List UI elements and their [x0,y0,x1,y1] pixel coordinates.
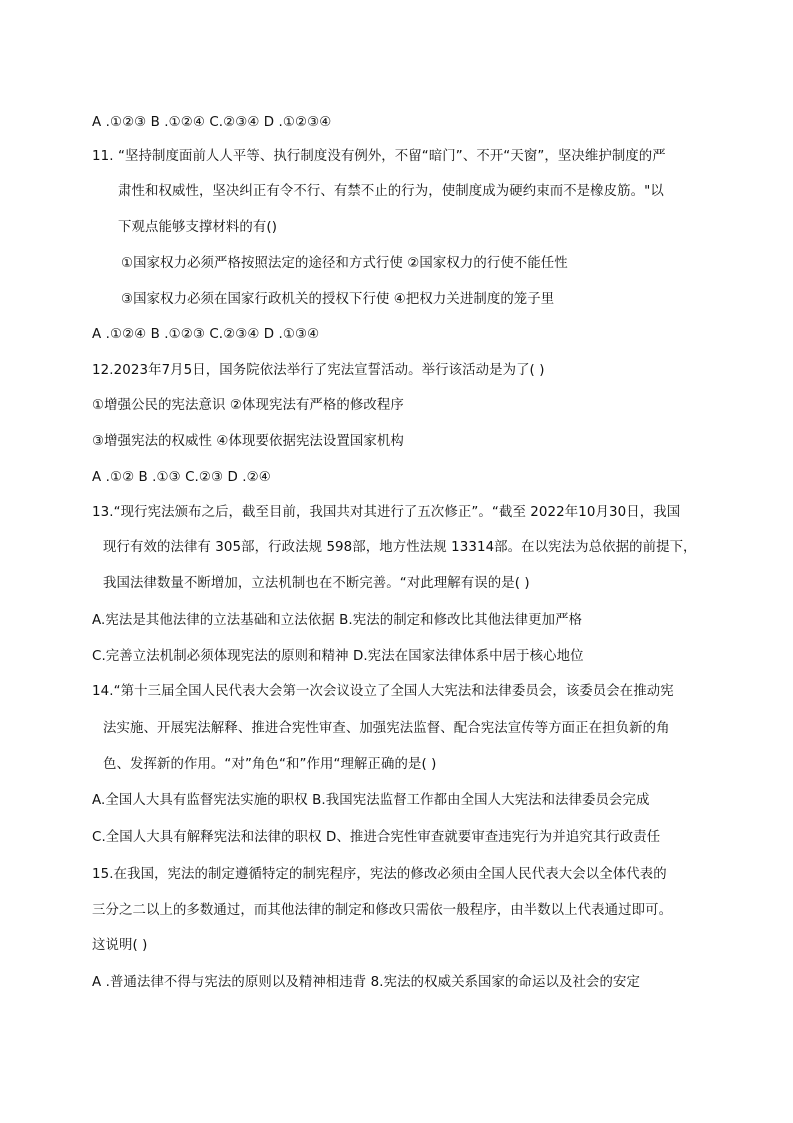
q13-option-line-1: A.宪法是其他法律的立法基础和立法依据 B.宪法的制定和修改比其他法律更加严格 [92,613,583,628]
q13-option-line-2: C.完善立法机制必须体现宪法的原则和精神 D.宪法在国家法律体系中居于核心地位 [92,649,584,664]
q10-choices: A .①②③ B .①②④ C.②③④ D .①②③④ [92,115,332,130]
q15-option-line-1: A .普通法律不得与宪法的原则以及精神相违背 8.宪法的权威关系国家的命运以及社会的安定 [92,975,640,990]
q11-option-line-1: ①国家权力必须严格按照法定的途径和方式行使 ②国家权力的行使不能任性 [121,256,568,271]
q11-stem-line-1: 11. “坚持制度面前人人平等、执行制度没有例外，不留“暗门”、不开“天窗”，坚决维护制度的严 [92,149,666,164]
q11-option-line-2: ③国家权力必须在国家行政机关的授权下行使 ④把权力关进制度的笼子里 [121,292,555,307]
q15-stem-line-3: 这说明( ) [92,938,148,953]
q12-option-line-1: ①增强公民的宪法意识 ②体现宪法有严格的修改程序 [92,398,404,413]
q11-choices: A .①②④ B .①②③ C.②③④ D .①③④ [92,327,320,342]
q11-stem-line-2: 肃性和权威性，坚决纠正有令不行、有禁不止的行为，使制度成为硬约束而不是橡皮筋。"以 [118,184,664,199]
q15-stem-line-2: 三分之二以上的多数通过，而其他法律的制定和修改只需依一般程序，由半数以上代表通过即可。 [92,903,673,918]
q14-option-line-2: C.全国人大具有解释宪法和法律的职权 D、推进合宪性审查就要审查违宪行为并追究其行政责任 [92,830,661,845]
q12-choices: A .①② B .①③ C.②③ D .②④ [92,470,271,485]
q15-stem-line-1: 15.在我国，宪法的制定遵循特定的制宪程序，宪法的修改必须由全国人民代表大会以全体代表的 [92,867,667,882]
q14-stem-line-3: 色、发挥新的作用。“对”角色“和”作用“理解正确的是( ) [103,757,437,772]
q13-stem-line-3: 我国法律数量不断增加，立法机制也在不断完善。“对此理解有误的是( ) [103,576,530,591]
q14-stem-line-2: 法实施、开展宪法解释、推进合宪性审查、加强宪法监督、配合宪法宣传等方面正在担负新的角 [103,721,670,736]
q13-stem-line-2: 现行有效的法律有 305部，行政法规 598部，地方性法规 13314部。在以宪法为总依据的前提下， [103,540,697,555]
q14-option-line-1: A.全国人大具有监督宪法实施的职权 B.我国宪法监督工作都由全国人大宪法和法律委员会完成 [92,793,650,808]
q11-stem-line-3: 下观点能够支撑材料的有() [118,220,278,235]
q13-stem-line-1: 13.“现行宪法颁布之后，截至目前，我国共对其进行了五次修正”。“截至 2022年10月30日，我国 [92,505,681,520]
q12-stem: 12.2023年7月5日，国务院依法举行了宪法宣誓活动。举行该活动是为了( ) [92,363,545,378]
q14-stem-line-1: 14.“第十三届全国人民代表大会第一次会议设立了全国人大宪法和法律委员会，该委员会在推动宪 [92,684,674,699]
q12-option-line-2: ③增强宪法的权威性 ④体现要依据宪法设置国家机构 [92,434,404,449]
